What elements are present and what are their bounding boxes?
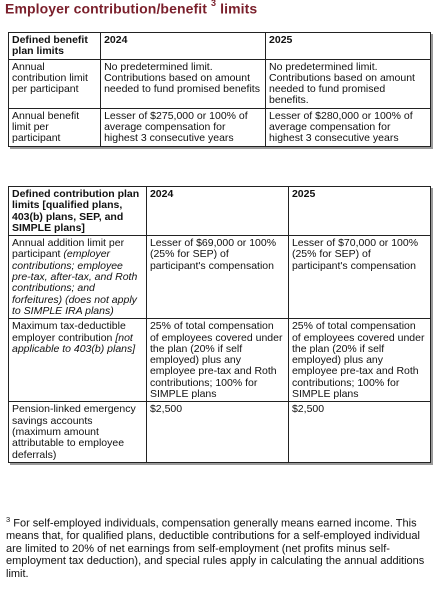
row-label-note: (employer contributions; employee pre-tax, after-tax, and Roth contributions; and forfeitures) (does not apply to SIMPLE IRA plans) <box>12 248 138 317</box>
cell-2025: Lesser of $280,000 or 100% of average compensation for highest 3 consecutive years <box>266 108 431 146</box>
header-cell-2024: 2024 <box>101 33 266 60</box>
row-label: Annual benefit limit per participant <box>9 108 101 146</box>
footnote-ref: 3 <box>211 0 217 8</box>
cell-2024: No predetermined limit. Contributions based on amount needed to fund promised benefits <box>101 59 266 108</box>
cell-2025: Lesser of $70,000 or 100% (25% for SEP) of participant's compensation <box>288 236 430 319</box>
table-header-row <box>9 187 431 236</box>
header-cell-2024: 2024 <box>146 187 288 236</box>
table-row <box>9 319 431 402</box>
row-label-note: [not applicable to 403(b) plans] <box>12 331 136 355</box>
row-label: Annual contribution limit per participant <box>9 59 101 108</box>
defined-benefit-table <box>8 32 431 147</box>
cell-2024: $2,500 <box>146 402 288 462</box>
table-header-row <box>9 33 431 60</box>
header-cell-plan: Defined contribution plan limits [qualified plans, 403(b) plans, SEP, and SIMPLE plans] <box>9 187 147 236</box>
cell-2025: No predetermined limit. Contributions based on amount needed to fund promised benefits. <box>266 59 431 108</box>
footnote-text: For self-employed individuals, compensation generally means earned income. This means that, for qualified plans, deductible contributions for a self-employed individual are limited to 20% of net earnings from self-employment (net profits minus self-employment tax deduction), and special rules apply in calculating the annual additions limit. <box>6 517 425 581</box>
cell-2024: Lesser of $275,000 or 100% of average compensation for highest 3 consecutive years <box>101 108 266 146</box>
defined-contribution-table <box>8 186 431 463</box>
row-label-cell <box>9 319 147 402</box>
row-label: Annual addition limit per participant <box>12 237 125 261</box>
cell-2025: $2,500 <box>288 402 430 462</box>
cell-2025: 25% of total compensation of employees covered under the plan (20% if self employed) plus any employee pre-tax and Roth contributions; 100% for SIMPLE plans <box>288 319 430 402</box>
row-label: Maximum tax-deductible employer contribution <box>12 320 126 344</box>
header-cell-plan: Defined benefit plan limits <box>9 33 101 60</box>
footnote-marker: 3 <box>6 515 11 524</box>
table-row <box>9 59 431 108</box>
header-cell-2025: 2025 <box>288 187 430 236</box>
cell-2024: 25% of total compensation of employees covered under the plan (20% if self employed) plus any employee pre-tax and Roth contributions; 100% for SIMPLE plans <box>146 319 288 402</box>
page-title <box>5 0 257 17</box>
table-row <box>9 108 431 146</box>
row-label: Pension-linked emergency savings accounts (maximum amount attributable to employee deferrals) <box>9 402 147 462</box>
page-title-text: Employer contribution/benefit <box>5 0 208 17</box>
table-row <box>9 236 431 319</box>
row-label-cell <box>9 236 147 319</box>
footnote <box>6 514 434 581</box>
cell-2024: Lesser of $69,000 or 100% (25% for SEP) of participant's compensation <box>146 236 288 319</box>
table-row <box>9 402 431 462</box>
header-cell-2025: 2025 <box>266 33 431 60</box>
page-title-suffix: limits <box>216 0 258 17</box>
